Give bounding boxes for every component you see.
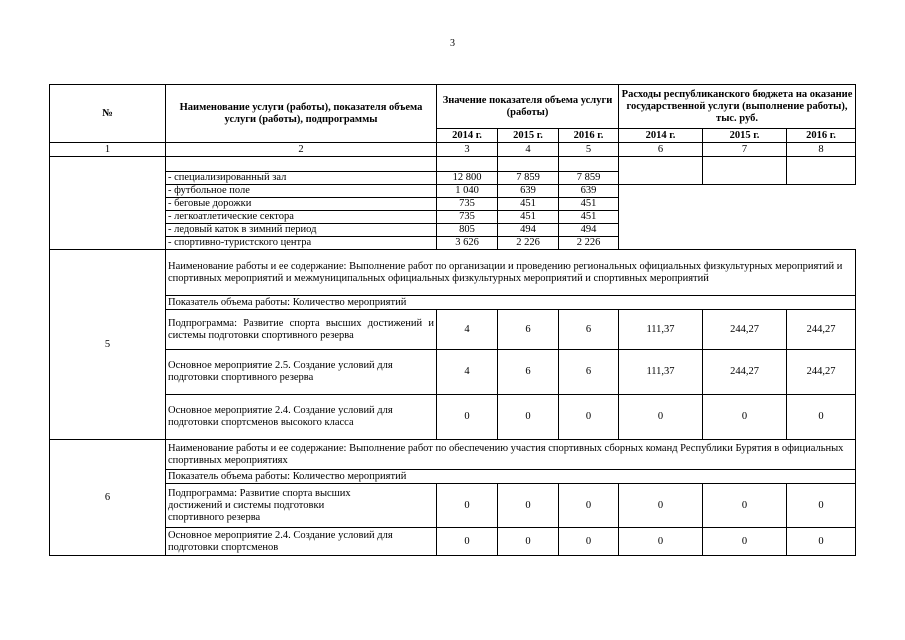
header-year: 2015 г. — [498, 129, 559, 143]
table-row — [50, 310, 856, 350]
work-description: Наименование работы и ее содержание: Выполнение работ по организации и проведению региональных официальных физкультурных мероприятий и спортивных мероприятий и межмуниципальных официальных физкультурных мероприятий и спортивных мероприятий — [166, 250, 856, 296]
value-2016: 6 — [559, 310, 619, 350]
row-number: 5 — [50, 250, 166, 440]
activity-name: Основное мероприятие 2.4. Создание условий для подготовки спортсменов — [166, 528, 437, 556]
value-2014: 735 — [437, 198, 498, 211]
column-number: 8 — [787, 143, 856, 157]
value-2014: 3 626 — [437, 237, 498, 250]
value-2015: 0 — [498, 484, 559, 528]
work-description: Наименование работы и ее содержание: Выполнение работ по обеспечению участия спортивных сборных команд Республики Бурятия в официальных спортивных мероприятиях — [166, 440, 856, 470]
column-number: 3 — [437, 143, 498, 157]
facility-name: - беговые дорожки — [166, 198, 437, 211]
table-row — [50, 470, 856, 484]
value-2015: 494 — [498, 224, 559, 237]
facility-name: - ледовый каток в зимний период — [166, 224, 437, 237]
header-year: 2016 г. — [787, 129, 856, 143]
expense-2014: 0 — [619, 484, 703, 528]
expense-2016: 0 — [787, 528, 856, 556]
table-row — [50, 395, 856, 440]
expense-2015: 0 — [703, 395, 787, 440]
value-2016: 494 — [559, 224, 619, 237]
value-2015: 0 — [498, 528, 559, 556]
value-2014: 12 800 — [437, 172, 498, 185]
page-number: 3 — [450, 38, 455, 49]
row-number-cell — [50, 157, 166, 250]
expense-2014: 0 — [619, 528, 703, 556]
table-row — [50, 528, 856, 556]
expense-2014: 111,37 — [619, 350, 703, 395]
header-name: Наименование услуги (работы), показателя объема услуги (работы), подпрограммы — [166, 85, 437, 143]
column-number: 4 — [498, 143, 559, 157]
expense-2016: 0 — [787, 395, 856, 440]
value-2014: 4 — [437, 310, 498, 350]
value-2016: 451 — [559, 198, 619, 211]
services-table — [49, 84, 856, 556]
table-row — [50, 296, 856, 310]
subprogram-name: Подпрограмма: Развитие спорта высших достижений и системы подготовки спортивного резерва — [166, 484, 437, 528]
column-number: 6 — [619, 143, 703, 157]
table-row — [50, 350, 856, 395]
header-row-1 — [50, 85, 856, 129]
column-number: 2 — [166, 143, 437, 157]
value-2014: 1 040 — [437, 185, 498, 198]
expense-2015: 244,27 — [703, 310, 787, 350]
value-2014: 0 — [437, 395, 498, 440]
expense-2015: 0 — [703, 484, 787, 528]
value-2015: 639 — [498, 185, 559, 198]
expense-2016: 0 — [787, 484, 856, 528]
value-2014: 0 — [437, 484, 498, 528]
header-expense-group: Расходы республиканского бюджета на оказание государственной услуги (выполнение работы), тыс. руб. — [619, 85, 856, 129]
value-2015: 451 — [498, 211, 559, 224]
column-number: 5 — [559, 143, 619, 157]
table-row — [50, 157, 856, 172]
value-2014: 735 — [437, 211, 498, 224]
value-2016: 451 — [559, 211, 619, 224]
header-year: 2014 г. — [437, 129, 498, 143]
value-2016: 2 226 — [559, 237, 619, 250]
table-row — [50, 484, 856, 528]
value-2016: 0 — [559, 395, 619, 440]
value-2016: 639 — [559, 185, 619, 198]
activity-name: Основное мероприятие 2.4. Создание условий для подготовки спортсменов высокого класса — [166, 395, 437, 440]
subprogram-name: Подпрограмма: Развитие спорта высших достижений и системы подготовки спортивного резерва — [166, 310, 437, 350]
header-year: 2014 г. — [619, 129, 703, 143]
expense-2016: 244,27 — [787, 350, 856, 395]
activity-name: Основное мероприятие 2.5. Создание условий для подготовки спортивного резерва — [166, 350, 437, 395]
value-2014: 4 — [437, 350, 498, 395]
expense-2014: 111,37 — [619, 310, 703, 350]
value-2015: 6 — [498, 310, 559, 350]
table-row — [50, 185, 856, 198]
value-2014: 805 — [437, 224, 498, 237]
table-row — [50, 440, 856, 470]
row-number: 6 — [50, 440, 166, 556]
value-2015: 7 859 — [498, 172, 559, 185]
value-2015: 6 — [498, 350, 559, 395]
value-2015: 451 — [498, 198, 559, 211]
facility-name: - спортивно-туристского центра — [166, 237, 437, 250]
facility-name: - легкоатлетические сектора — [166, 211, 437, 224]
header-number: № — [50, 85, 166, 143]
table-row — [50, 250, 856, 296]
expense-2015: 244,27 — [703, 350, 787, 395]
expense-2015: 0 — [703, 528, 787, 556]
value-2015: 2 226 — [498, 237, 559, 250]
value-2016: 0 — [559, 528, 619, 556]
header-value-group: Значение показателя объема услуги (работы) — [437, 85, 619, 129]
expense-2014: 0 — [619, 395, 703, 440]
value-2016: 6 — [559, 350, 619, 395]
volume-indicator: Показатель объема работы: Количество мероприятий — [166, 470, 856, 484]
column-number-row — [50, 143, 856, 157]
header-year: 2016 г. — [559, 129, 619, 143]
value-2016: 0 — [559, 484, 619, 528]
value-2015: 0 — [498, 395, 559, 440]
expense-2016: 244,27 — [787, 310, 856, 350]
value-2016: 7 859 — [559, 172, 619, 185]
column-number: 1 — [50, 143, 166, 157]
header-year: 2015 г. — [703, 129, 787, 143]
facility-name: - футбольное поле — [166, 185, 437, 198]
facility-name: - специализированный зал — [166, 172, 437, 185]
column-number: 7 — [703, 143, 787, 157]
volume-indicator: Показатель объема работы: Количество мероприятий — [166, 296, 856, 310]
value-2014: 0 — [437, 528, 498, 556]
